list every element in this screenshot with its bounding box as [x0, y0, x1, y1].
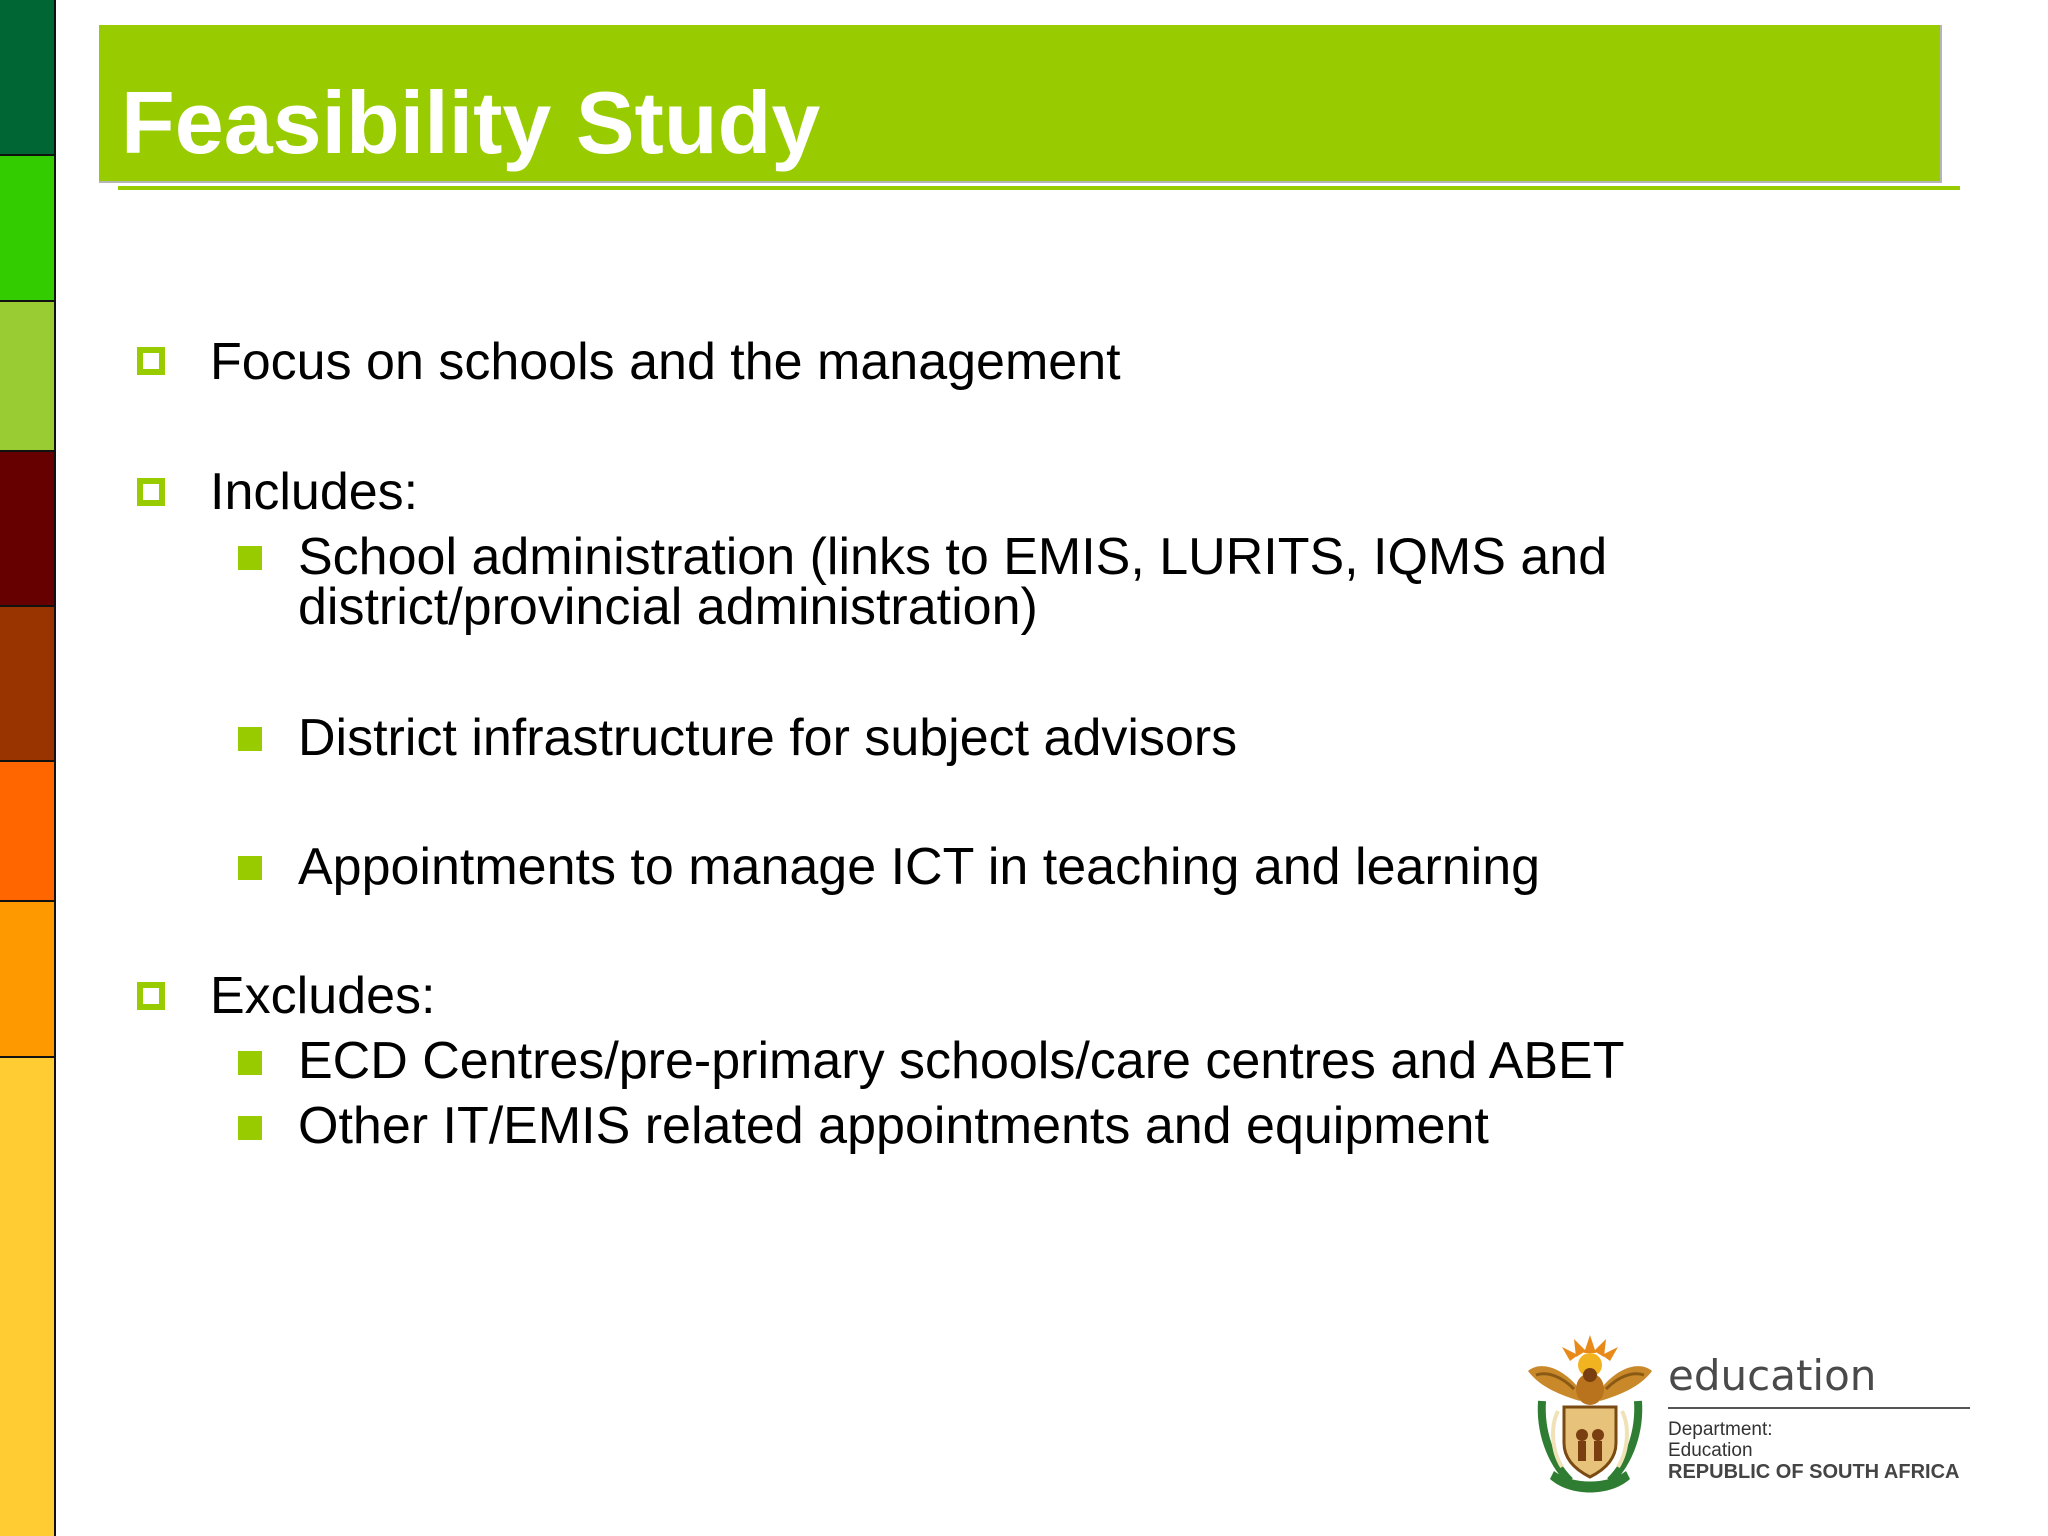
sub-bullet-ecd-centres: ECD Centres/pre-primary schools/care centres and ABET — [298, 1032, 1625, 1090]
logo-department-line1: Department: — [1668, 1419, 1773, 1440]
sub-bullet-school-admin-line2: district/provincial administration) — [298, 578, 1038, 636]
logo-department — [1668, 1419, 1773, 1461]
logo-divider — [1668, 1407, 1970, 1409]
department-logo — [1512, 1325, 1972, 1505]
bullet-includes: Includes: — [210, 463, 419, 521]
logo-wordmark: education — [1668, 1351, 1877, 1400]
hollow-square-bullet-icon — [137, 982, 165, 1010]
logo-country: REPUBLIC OF SOUTH AFRICA — [1668, 1461, 1960, 1483]
bullet-focus: Focus on schools and the management — [210, 333, 1121, 391]
solid-square-bullet-icon — [238, 727, 262, 751]
sub-bullet-other-it-emis: Other IT/EMIS related appointments and equipment — [298, 1097, 1489, 1155]
solid-square-bullet-icon — [238, 1116, 262, 1140]
sub-bullet-school-admin-line1: School administration (links to EMIS, LURITS, IQMS and — [298, 528, 1608, 586]
hollow-square-bullet-icon — [137, 347, 165, 375]
bullet-excludes: Excludes: — [210, 967, 436, 1025]
sub-bullet-district-infra: District infrastructure for subject advisors — [298, 709, 1238, 767]
solid-square-bullet-icon — [238, 856, 262, 880]
slide-title: Feasibility Study — [121, 73, 821, 172]
hollow-square-bullet-icon — [137, 478, 165, 506]
coat-of-arms-icon — [1520, 1331, 1660, 1499]
solid-square-bullet-icon — [238, 1051, 262, 1075]
sub-bullet-appointments-ict: Appointments to manage ICT in teaching and learning — [298, 838, 1541, 896]
logo-department-line2: Education — [1668, 1440, 1753, 1461]
solid-square-bullet-icon — [238, 546, 262, 570]
